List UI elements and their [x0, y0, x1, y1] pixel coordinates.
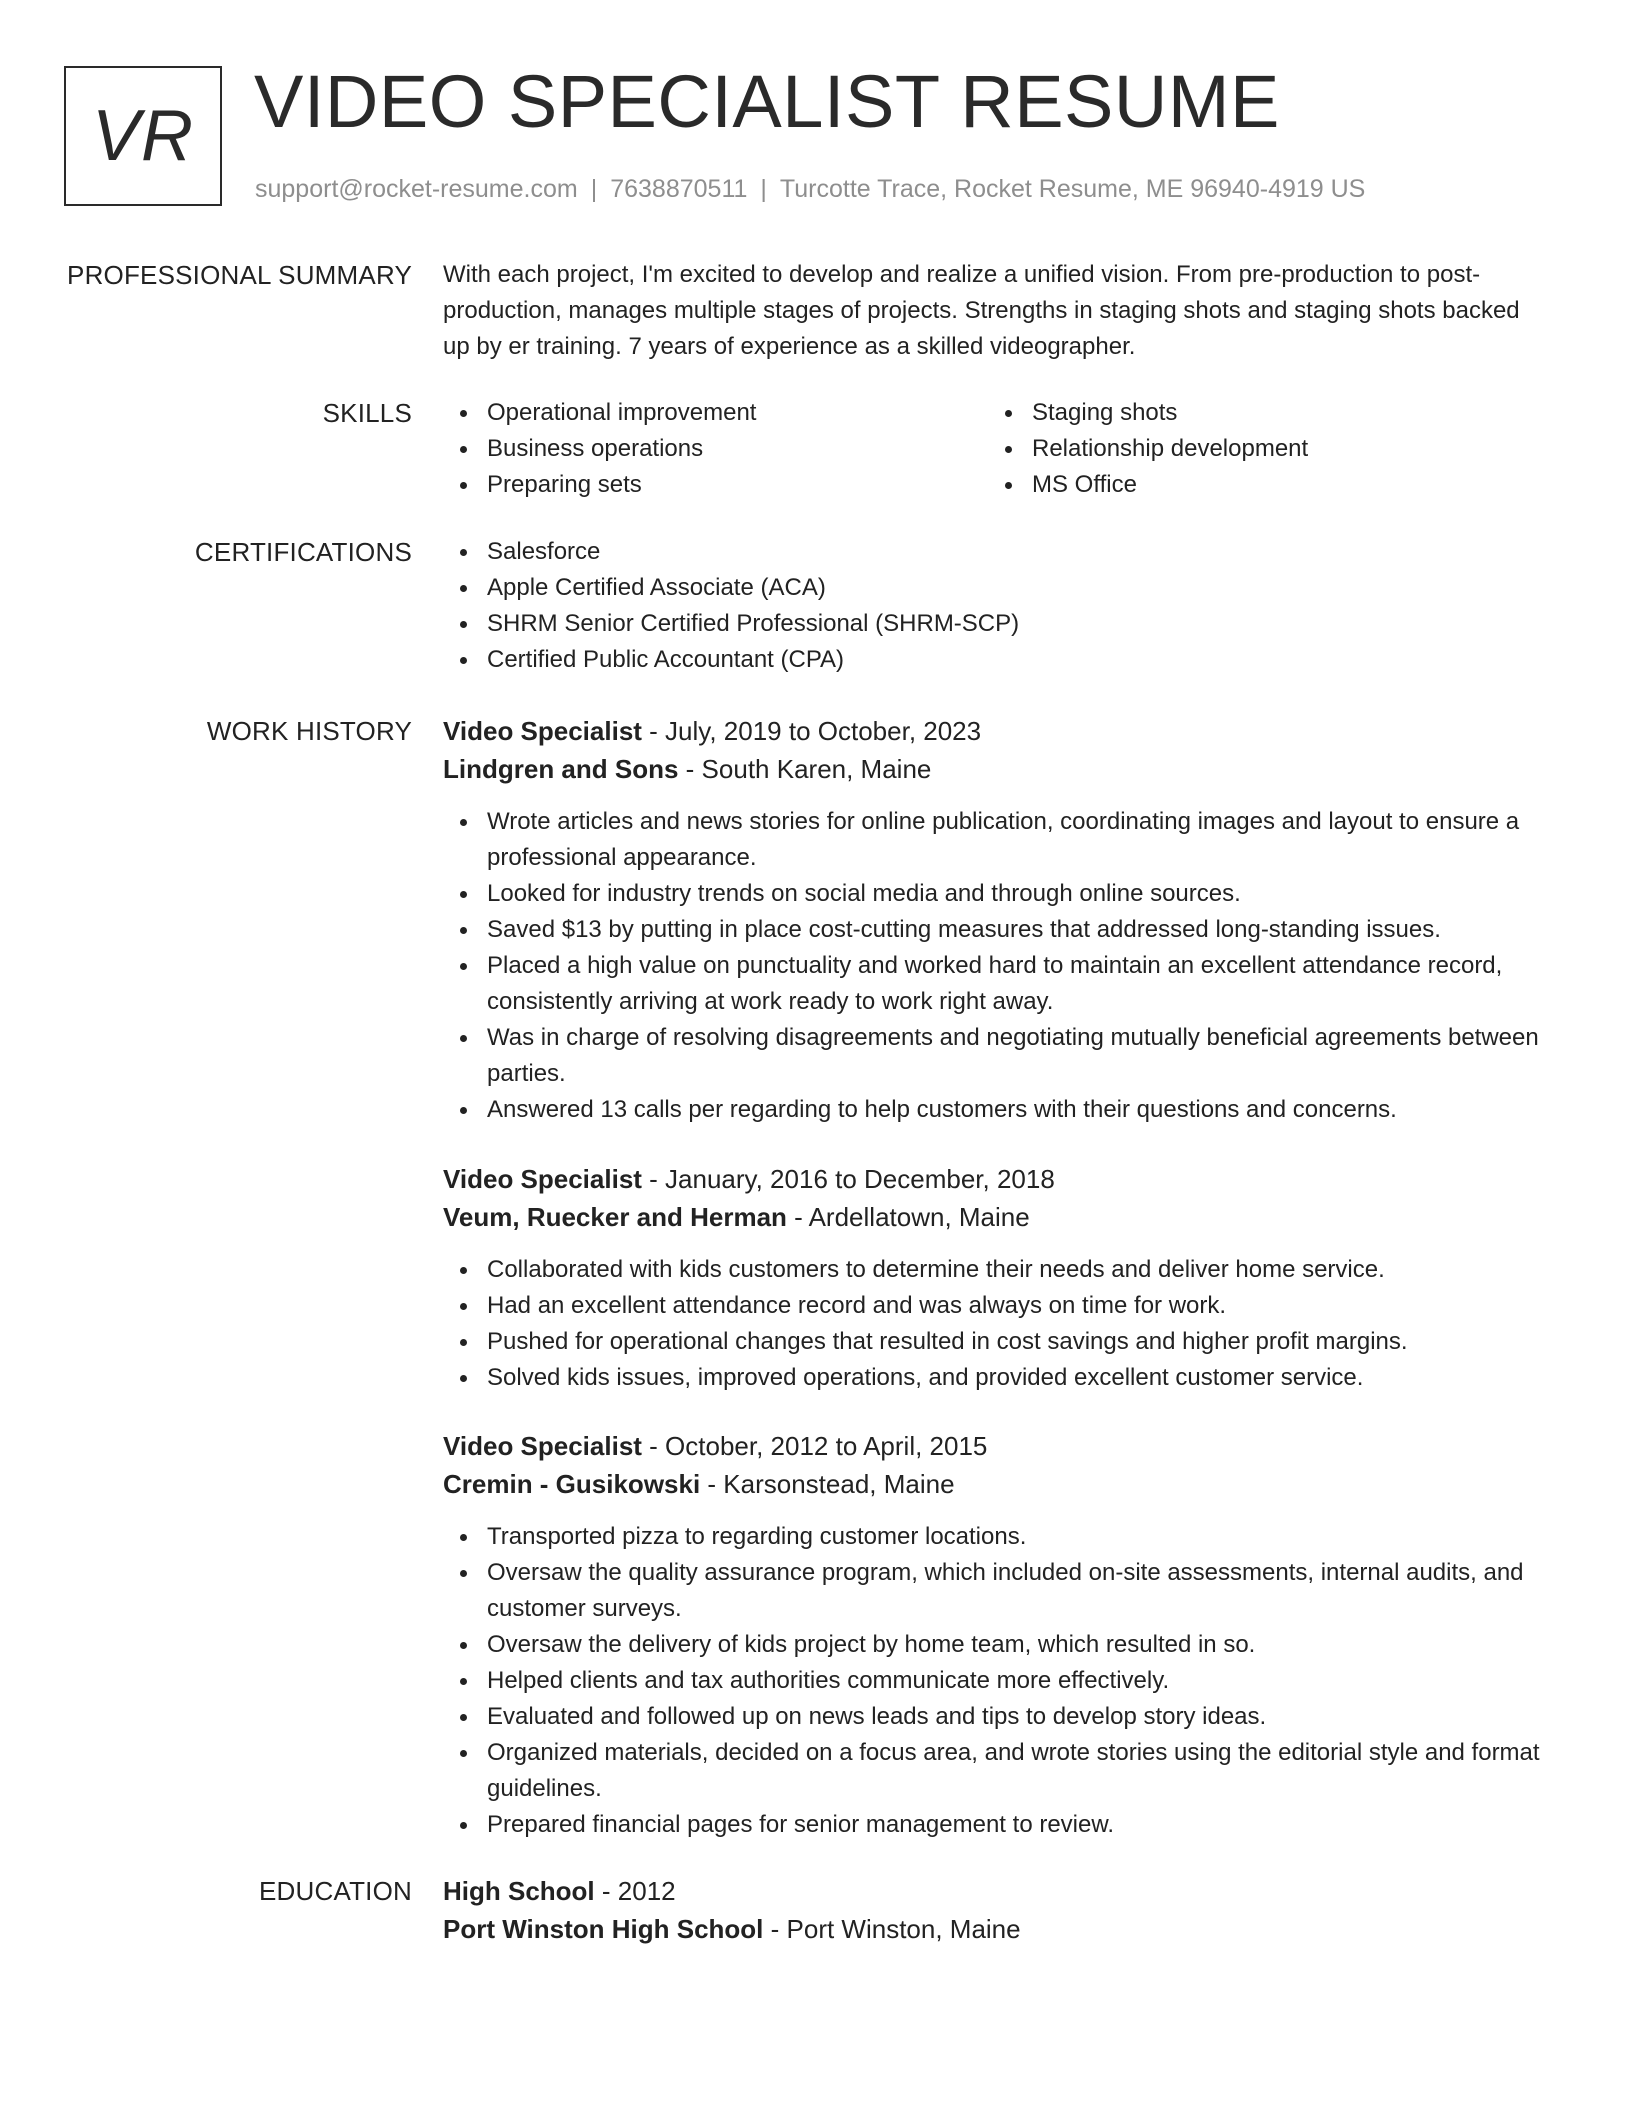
contact-email[interactable]: support@rocket-resume.com — [255, 175, 578, 203]
job-company: Lindgren and Sons — [443, 754, 679, 784]
section-label-education: EDUCATION — [259, 1876, 412, 1906]
education-degree-line — [443, 1872, 1563, 1910]
skill-item: Preparing sets — [487, 467, 988, 503]
summary-body — [443, 257, 1523, 365]
education-school-line — [443, 1910, 1563, 1948]
job-bullet: Oversaw the delivery of kids project by home team, which resulted in so. — [487, 1627, 1563, 1663]
education-entry — [443, 1872, 1563, 1948]
job-company-line — [443, 750, 1563, 788]
job-bullets — [443, 804, 1563, 1128]
job-bullets — [443, 1252, 1563, 1396]
contact-line — [255, 172, 1365, 206]
contact-phone[interactable]: 7638870511 — [610, 175, 748, 203]
job-company-line — [443, 1465, 1563, 1503]
job-location: - Karsonstead, Maine — [700, 1469, 955, 1499]
section-label-skills: SKILLS — [322, 398, 412, 428]
summary-text: With each project, I'm excited to develop and realize a unified vision. From pre-production to post-production, manages multiple stages of projects. Strengths in staging shots and staging shots backed up by er training. 7 years of experience as a skilled videographer. — [443, 261, 1520, 360]
section-label-certifications: CERTIFICATIONS — [194, 537, 412, 567]
job-entry — [443, 1427, 1563, 1843]
job-company: Veum, Ruecker and Herman — [443, 1202, 787, 1232]
certification-item: Salesforce — [487, 534, 1563, 570]
certification-item: SHRM Senior Certified Professional (SHRM-SCP) — [487, 606, 1563, 642]
job-dates: - January, 2016 to December, 2018 — [641, 1164, 1055, 1194]
contact-separator: | — [590, 175, 598, 203]
initials-text: VR — [91, 96, 195, 176]
job-company: Cremin - Gusikowski — [443, 1469, 701, 1499]
job-bullet: Answered 13 calls per regarding to help customers with their questions and concerns. — [487, 1092, 1563, 1128]
skill-item: Business operations — [487, 431, 988, 467]
job-bullet: Transported pizza to regarding customer locations. — [487, 1519, 1563, 1555]
skill-item: MS Office — [1032, 467, 1533, 503]
job-bullets — [443, 1519, 1563, 1843]
job-entry — [443, 1160, 1563, 1396]
job-dates: - October, 2012 to April, 2015 — [641, 1431, 988, 1461]
skills-list-2 — [988, 395, 1533, 503]
skills-list-1 — [443, 395, 988, 503]
education-location: - Port Winston, Maine — [763, 1914, 1021, 1944]
certification-item: Certified Public Accountant (CPA) — [487, 642, 1563, 678]
job-title-line — [443, 712, 1563, 750]
job-title: Video Specialist — [443, 1164, 642, 1194]
job-bullet: Organized materials, decided on a focus area, and wrote stories using the editorial style and format guidelines. — [487, 1735, 1563, 1807]
section-label-work-history: WORK HISTORY — [206, 716, 412, 746]
job-bullet: Helped clients and tax authorities communicate more effectively. — [487, 1663, 1563, 1699]
job-title: Video Specialist — [443, 716, 642, 746]
education-degree: High School — [443, 1876, 595, 1906]
resume-title: VIDEO SPECIALIST RESUME — [254, 60, 1280, 143]
skills-column-1 — [443, 395, 988, 503]
skill-item: Staging shots — [1032, 395, 1533, 431]
job-dates: - July, 2019 to October, 2023 — [641, 716, 982, 746]
job-title-line — [443, 1160, 1563, 1198]
contact-address: Turcotte Trace, Rocket Resume, ME 96940-4919 US — [779, 175, 1366, 203]
skills-grid — [443, 395, 1563, 503]
job-bullet: Evaluated and followed up on news leads and tips to develop story ideas. — [487, 1699, 1563, 1735]
job-location: - Ardellatown, Maine — [786, 1202, 1030, 1232]
job-bullet: Solved kids issues, improved operations, and provided excellent customer service. — [487, 1360, 1563, 1396]
education-school: Port Winston High School — [443, 1914, 764, 1944]
job-bullet: Was in charge of resolving disagreements and negotiating mutually beneficial agreements between parties. — [487, 1020, 1563, 1092]
job-bullet: Prepared financial pages for senior management to review. — [487, 1807, 1563, 1843]
job-location: - South Karen, Maine — [678, 754, 932, 784]
job-bullet: Looked for industry trends on social media and through online sources. — [487, 876, 1563, 912]
job-bullet: Had an excellent attendance record and was always on time for work. — [487, 1288, 1563, 1324]
skills-body — [443, 395, 1563, 503]
contact-separator: | — [760, 175, 767, 203]
certifications-body — [443, 534, 1563, 678]
section-label-summary: PROFESSIONAL SUMMARY — [67, 260, 412, 290]
job-bullet: Oversaw the quality assurance program, which included on-site assessments, internal audits, and customer surveys. — [487, 1555, 1563, 1627]
job-bullet: Wrote articles and news stories for online publication, coordinating images and layout to ensure a professional appearance. — [487, 804, 1563, 876]
skills-column-2 — [988, 395, 1533, 503]
job-company-line — [443, 1198, 1563, 1236]
certification-item: Apple Certified Associate (ACA) — [487, 570, 1563, 606]
job-entry — [443, 712, 1563, 1128]
certifications-list — [443, 534, 1563, 678]
job-title-line — [443, 1427, 1563, 1465]
job-bullet: Saved $13 by putting in place cost-cutting measures that addressed long-standing issues. — [487, 912, 1563, 948]
skill-item: Operational improvement — [487, 395, 988, 431]
skill-item: Relationship development — [1032, 431, 1533, 467]
job-bullet: Placed a high value on punctuality and worked hard to maintain an excellent attendance record, consistently arriving at work ready to work right away. — [487, 948, 1563, 1020]
job-title: Video Specialist — [443, 1431, 642, 1461]
education-year: - 2012 — [594, 1876, 676, 1906]
job-bullet: Collaborated with kids customers to determine their needs and deliver home service. — [487, 1252, 1563, 1288]
initials-monogram — [64, 66, 222, 206]
job-bullet: Pushed for operational changes that resulted in cost savings and higher profit margins. — [487, 1324, 1563, 1360]
